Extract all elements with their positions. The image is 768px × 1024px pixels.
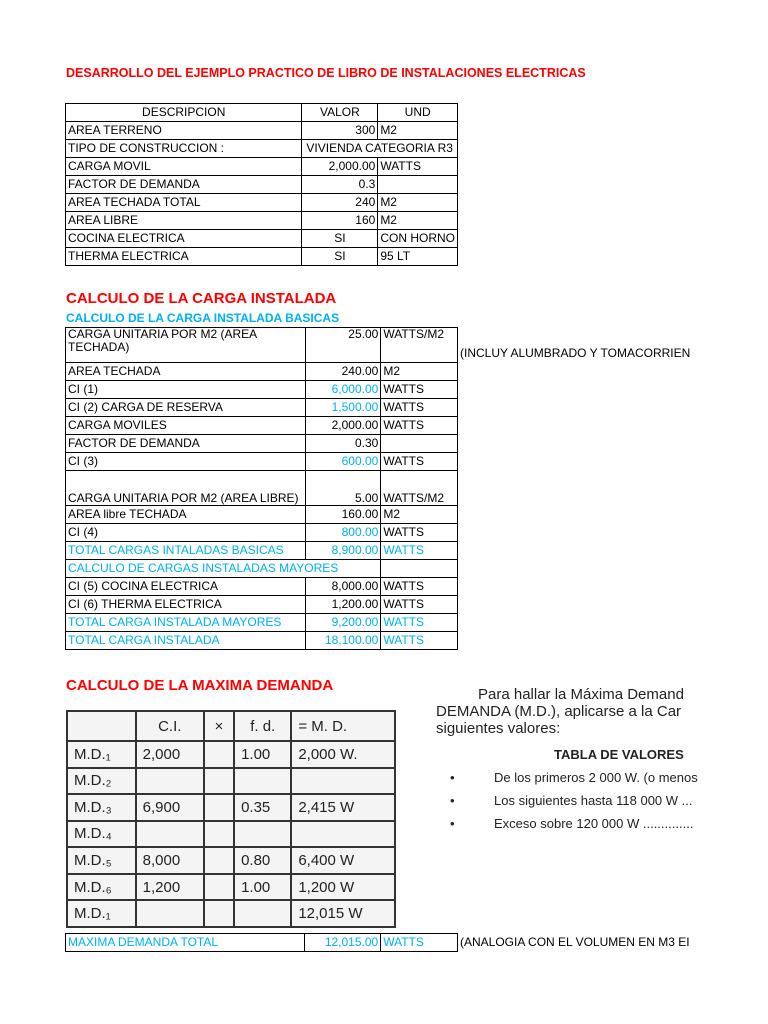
row-desc: CI (5) COCINA ELECTRICA: [66, 578, 306, 596]
bullet-icon: •: [450, 770, 455, 785]
row-desc: CI (4): [66, 524, 306, 542]
row-desc: TOTAL CARGA INSTALADA MAYORES: [66, 614, 306, 632]
row-desc: CALCULO DE CARGAS INSTALADAS MAYORES: [66, 560, 381, 578]
scan-bullet: Exceso sobre 120 000 W ..............: [494, 816, 694, 831]
scan-cell: M.D.₅: [67, 847, 136, 874]
table-row: [66, 230, 458, 248]
scan-cell: [136, 900, 204, 927]
md-scanned-table: [66, 710, 396, 928]
row-desc: AREA libre TECHADA: [66, 506, 306, 524]
row-desc: COCINA ELECTRICA: [66, 230, 302, 248]
row-value: 240.00: [305, 363, 380, 381]
row-unit: WATTS: [378, 158, 458, 176]
row-value: 2,000.00: [305, 417, 380, 435]
table-row: [66, 506, 458, 524]
row-value: 240: [302, 194, 378, 212]
carga-table: [65, 327, 458, 650]
scan-cell: [136, 821, 204, 848]
row-desc: CARGA UNITARIA POR M2 (AREA LIBRE): [66, 471, 306, 506]
row-unit: WATTS: [381, 417, 458, 435]
header-valor: VALOR: [302, 104, 378, 122]
scan-cell: M.D.₂: [67, 768, 136, 795]
scan-cell: [291, 821, 395, 848]
maxima-total-value: 12,015.00: [305, 934, 381, 952]
table-row: [66, 328, 458, 363]
row-unit: WATTS: [381, 399, 458, 417]
scan-cell: [204, 874, 234, 901]
row-unit: WATTS: [381, 614, 458, 632]
table-row: [66, 596, 458, 614]
row-value: 1,500.00: [305, 399, 380, 417]
scan-cell: [291, 768, 395, 795]
scan-cell: M.D.₁: [67, 900, 136, 927]
row-desc: CARGA UNITARIA POR M2 (AREA TECHADA): [66, 328, 306, 363]
scan-cell: 2,000 W.: [291, 741, 395, 768]
scan-cell: M.D.₃: [67, 794, 136, 821]
scan-cell: 1,200 W: [291, 874, 395, 901]
row-desc: CARGA MOVIL: [66, 158, 302, 176]
table-row: [66, 578, 458, 596]
table-row: [66, 176, 458, 194]
row-unit: WATTS: [381, 632, 458, 650]
maxima-section-title: CALCULO DE LA MAXIMA DEMANDA: [66, 677, 334, 694]
row-value: 300: [302, 122, 378, 140]
row-value: 5.00: [305, 471, 380, 506]
scan-cell: [234, 821, 291, 848]
row-unit: WATTS: [381, 381, 458, 399]
row-unit: M2: [381, 506, 458, 524]
table-row: [66, 614, 458, 632]
row-desc: FACTOR DE DEMANDA: [66, 435, 306, 453]
table-row: [66, 381, 458, 399]
scan-header: f. d.: [234, 711, 291, 741]
row-desc: FACTOR DE DEMANDA: [66, 176, 302, 194]
page-title: DESARROLLO DEL EJEMPLO PRACTICO DE LIBRO DE INSTALACIONES ELECTRICAS: [66, 66, 586, 80]
row-desc: CI (1): [66, 381, 306, 399]
scan-line: Para hallar la Máxima Demand: [478, 686, 684, 703]
maxima-total-label: MAXIMA DEMANDA TOTAL: [66, 934, 305, 952]
maxima-total-table: [65, 933, 458, 952]
scan-line: DEMANDA (M.D.), aplicarse a la Car: [436, 703, 682, 720]
header-descripcion: DESCRIPCION: [66, 104, 302, 122]
note-alumbrado: (INCLUY ALUMBRADO Y TOMACORRIEN: [460, 346, 691, 360]
scan-cell: [234, 768, 291, 795]
scan-cell: [204, 741, 234, 768]
scan-cell: M.D.₄: [67, 821, 136, 848]
table-row: [66, 542, 458, 560]
row-unit: WATTS: [381, 524, 458, 542]
scan-cell: 8,000: [136, 847, 204, 874]
table-row: [66, 212, 458, 230]
row-value: 0.30: [305, 435, 380, 453]
table-row: [66, 632, 458, 650]
row-value: 600.00: [305, 453, 380, 471]
scan-cell: 2,415 W: [291, 794, 395, 821]
row-unit: CON HORNO: [378, 230, 458, 248]
table-row: [66, 140, 458, 158]
table-row: [66, 363, 458, 381]
row-unit: WATTS: [381, 578, 458, 596]
row-value: 18,100.00: [305, 632, 380, 650]
table-row: [66, 158, 458, 176]
scan-cell: 0.80: [234, 847, 291, 874]
scan-bullet: De los primeros 2 000 W. (o menos: [494, 770, 698, 785]
scan-header: [67, 711, 136, 741]
scan-cell: [136, 768, 204, 795]
scan-cell: [204, 768, 234, 795]
row-unit: WATTS: [381, 542, 458, 560]
scan-cell: [234, 900, 291, 927]
row-value: 2,000.00: [302, 158, 378, 176]
table-row: [66, 417, 458, 435]
table-row: [66, 453, 458, 471]
row-unit: WATTS: [381, 453, 458, 471]
row-desc: CI (3): [66, 453, 306, 471]
carga-subtitle: CALCULO DE LA CARGA INSTALADA BASICAS: [66, 311, 340, 325]
row-unit: WATTS/M2: [381, 471, 458, 506]
row-unit: 95 LT: [378, 248, 458, 266]
scan-cell: [204, 821, 234, 848]
row-unit: WATTS: [381, 596, 458, 614]
scan-cell: M.D.₁: [67, 741, 136, 768]
scan-cell: 2,000: [136, 741, 204, 768]
table-header-row: [66, 104, 458, 122]
row-value: 8,900.00: [305, 542, 380, 560]
scan-header: = M. D.: [291, 711, 395, 741]
row-value: 9,200.00: [305, 614, 380, 632]
row-unit: M2: [381, 363, 458, 381]
row-value: 800.00: [305, 524, 380, 542]
row-desc: AREA TERRENO: [66, 122, 302, 140]
table-row: [66, 471, 458, 506]
row-value: 160.00: [305, 506, 380, 524]
scan-header: ×: [204, 711, 234, 741]
header-und: UND: [378, 104, 458, 122]
maxima-total-unit: WATTS: [381, 934, 458, 952]
scan-cell: [204, 847, 234, 874]
row-value: 6,000.00: [305, 381, 380, 399]
row-desc: CI (2) CARGA DE RESERVA: [66, 399, 306, 417]
row-desc: AREA TECHADA: [66, 363, 306, 381]
table-row: [66, 194, 458, 212]
row-desc: TIPO DE CONSTRUCCION :: [66, 140, 302, 158]
scan-cell: M.D.₆: [67, 874, 136, 901]
scan-cell: 6,900: [136, 794, 204, 821]
row-desc: TOTAL CARGA INSTALADA: [66, 632, 306, 650]
row-unit: [381, 560, 458, 578]
row-unit: M2: [378, 122, 458, 140]
row-unit: M2: [378, 194, 458, 212]
data-table: [65, 103, 458, 266]
scan-cell: [204, 794, 234, 821]
bullet-icon: •: [450, 793, 455, 808]
row-desc: THERMA ELECTRICA: [66, 248, 302, 266]
row-unit: M2: [378, 212, 458, 230]
scan-cell: 1.00: [234, 874, 291, 901]
scan-cell: 0.35: [234, 794, 291, 821]
scan-cell: [204, 900, 234, 927]
row-desc: AREA TECHADA TOTAL: [66, 194, 302, 212]
table-row: [66, 934, 458, 952]
row-value: 25.00: [305, 328, 380, 363]
bullet-icon: •: [450, 816, 455, 831]
note-analogia: (ANALOGIA CON EL VOLUMEN EN M3 EI: [460, 935, 690, 949]
row-unit: WATTS/M2: [381, 328, 458, 363]
row-desc: AREA LIBRE: [66, 212, 302, 230]
md-scanned-text: [436, 686, 768, 846]
row-desc: TOTAL CARGAS INTALADAS BASICAS: [66, 542, 306, 560]
row-unit: [381, 435, 458, 453]
row-value: VIVIENDA CATEGORIA R3: [302, 140, 458, 158]
row-value: SI: [302, 230, 378, 248]
scan-cell: 1.00: [234, 741, 291, 768]
scan-cell: 1,200: [136, 874, 204, 901]
scan-bullet: Los siguientes hasta 118 000 W ...: [494, 793, 693, 808]
table-row: [66, 122, 458, 140]
table-row: [66, 560, 458, 578]
scan-table-title: TABLA DE VALORES: [554, 747, 684, 762]
carga-section-title: CALCULO DE LA CARGA INSTALADA: [66, 290, 337, 307]
scan-cell: 12,015 W: [291, 900, 395, 927]
row-desc: CARGA MOVILES: [66, 417, 306, 435]
row-value: SI: [302, 248, 378, 266]
scan-header: C.I.: [136, 711, 204, 741]
scan-line: siguientes valores:: [436, 720, 561, 737]
row-value: 1,200.00: [305, 596, 380, 614]
scan-cell: 6,400 W: [291, 847, 395, 874]
row-desc: CI (6) THERMA ELECTRICA: [66, 596, 306, 614]
row-value: 8,000.00: [305, 578, 380, 596]
table-row: [66, 248, 458, 266]
row-value: 160: [302, 212, 378, 230]
row-unit: [378, 176, 458, 194]
table-row: [66, 524, 458, 542]
table-row: [66, 435, 458, 453]
table-row: [66, 399, 458, 417]
row-value: 0.3: [302, 176, 378, 194]
